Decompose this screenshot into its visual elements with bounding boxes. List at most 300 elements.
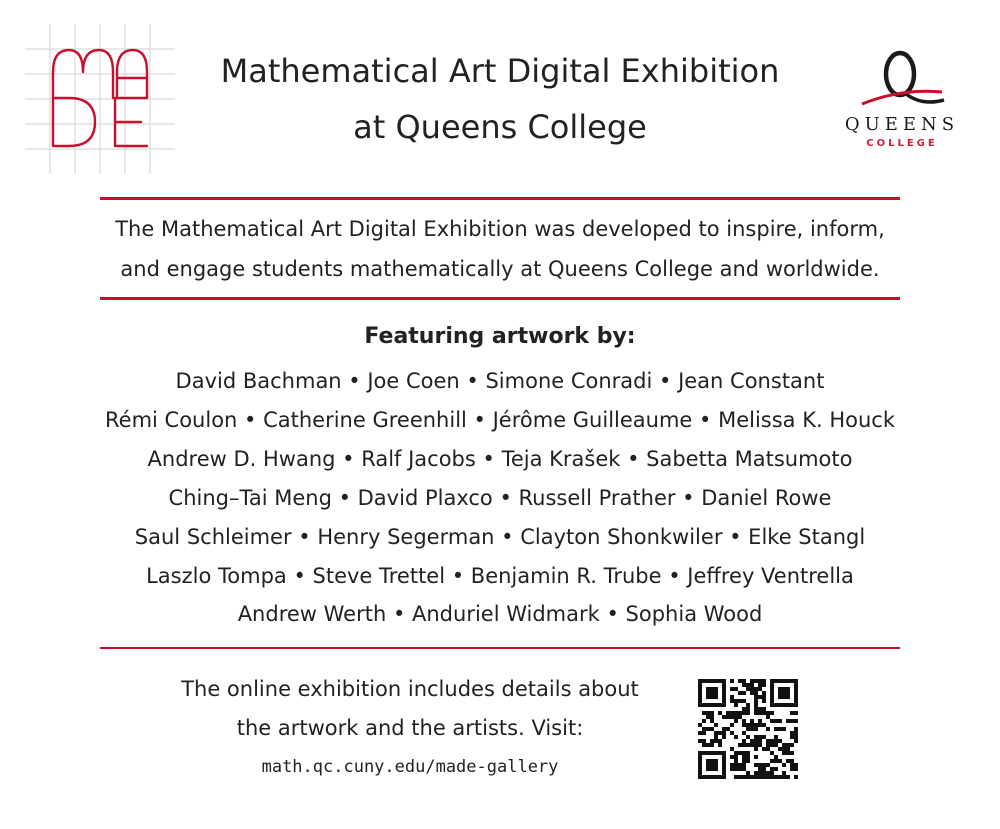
qr-module — [742, 711, 746, 715]
qr-module — [722, 771, 726, 775]
made-logo — [25, 24, 175, 174]
qr-module — [766, 711, 770, 715]
qr-module — [742, 763, 746, 767]
qr-module — [794, 735, 798, 739]
qr-module — [730, 747, 734, 751]
qr-module — [782, 747, 786, 751]
qr-module — [762, 735, 766, 739]
qr-module — [782, 763, 786, 767]
qr-module — [734, 715, 738, 719]
qr-module — [762, 683, 766, 687]
qr-module — [742, 707, 746, 711]
qr-module — [722, 755, 726, 759]
qr-module — [714, 739, 718, 743]
qr-module — [698, 763, 702, 767]
qr-module — [706, 687, 710, 691]
qr-module — [742, 723, 746, 727]
qr-module — [698, 683, 702, 687]
qr-module — [758, 763, 762, 767]
qr-module — [790, 735, 794, 739]
qr-module — [734, 703, 738, 707]
qr-module — [778, 727, 782, 731]
qr-module — [770, 683, 774, 687]
qr-module — [738, 699, 742, 703]
qr-module — [754, 707, 758, 711]
qr-module — [714, 775, 718, 779]
qr-module — [706, 743, 710, 747]
qr-module — [754, 735, 758, 739]
qr-module — [718, 775, 722, 779]
qr-module — [762, 679, 766, 683]
qr-module — [742, 767, 746, 771]
qr-module — [718, 679, 722, 683]
qr-module — [714, 691, 718, 695]
qr-module — [722, 695, 726, 699]
qr-module — [722, 775, 726, 779]
qr-module — [710, 679, 714, 683]
qr-module — [782, 727, 786, 731]
qr-module — [746, 759, 750, 763]
qr-module — [710, 703, 714, 707]
qr-module — [790, 763, 794, 767]
qr-module — [750, 775, 754, 779]
qr-module — [714, 695, 718, 699]
qr-module — [742, 691, 746, 695]
qr-module — [790, 743, 794, 747]
qr-module — [794, 775, 798, 779]
qr-module — [710, 691, 714, 695]
qr-module — [746, 775, 750, 779]
qr-module — [782, 703, 786, 707]
qr-module — [738, 751, 742, 755]
divider-bottom — [100, 647, 900, 649]
qr-module — [782, 775, 786, 779]
qr-module — [698, 679, 702, 683]
qr-module — [778, 747, 782, 751]
artist-list-line: Saul Schleimer • Henry Segerman • Clayton Shonkwiler • Elke Stangl — [134, 525, 866, 549]
qr-module — [706, 763, 710, 767]
qr-module — [710, 715, 714, 719]
qr-module — [746, 751, 750, 755]
qr-module — [766, 747, 770, 751]
qr-module — [734, 767, 738, 771]
qr-module — [714, 679, 718, 683]
qr-module — [706, 751, 710, 755]
qr-module — [770, 775, 774, 779]
qr-module — [746, 743, 750, 747]
qr-module — [722, 679, 726, 683]
qr-module — [770, 687, 774, 691]
qr-module — [730, 723, 734, 727]
qr-module — [762, 771, 766, 775]
qr-module — [738, 763, 742, 767]
qr-module — [762, 695, 766, 699]
qr-module — [746, 755, 750, 759]
qr-module — [722, 767, 726, 771]
qr-module — [730, 687, 734, 691]
qr-module — [734, 763, 738, 767]
qr-module — [754, 703, 758, 707]
featuring-heading: Featuring artwork by: — [364, 324, 636, 349]
qr-module — [710, 711, 714, 715]
qr-module — [706, 715, 710, 719]
qr-module — [734, 699, 738, 703]
qr-module — [754, 687, 758, 691]
qr-module — [734, 735, 738, 739]
qr-module — [762, 747, 766, 751]
qr-module — [790, 731, 794, 735]
qr-module — [782, 743, 786, 747]
qr-module — [702, 703, 706, 707]
divider-top — [100, 197, 900, 200]
qr-module — [778, 679, 782, 683]
qr-module — [774, 775, 778, 779]
intro-text-line1: The Mathematical Art Digital Exhibition was developed to inspire, inform, — [115, 217, 885, 241]
qr-module — [714, 751, 718, 755]
qr-module — [750, 679, 754, 683]
qr-module — [754, 755, 758, 759]
qr-module — [722, 699, 726, 703]
qr-module — [758, 679, 762, 683]
qr-module — [758, 767, 762, 771]
qr-module — [778, 775, 782, 779]
qr-module — [762, 767, 766, 771]
qr-module — [746, 687, 750, 691]
qr-module — [698, 703, 702, 707]
qr-module — [758, 775, 762, 779]
qr-module — [702, 719, 706, 723]
qr-module — [702, 739, 706, 743]
qr-module — [754, 775, 758, 779]
qr-module — [754, 771, 758, 775]
qr-module — [706, 767, 710, 771]
qr-module — [774, 755, 778, 759]
qr-module — [742, 719, 746, 723]
qr-module — [698, 775, 702, 779]
qr-module — [754, 695, 758, 699]
qr-module — [702, 711, 706, 715]
qr-module — [774, 743, 778, 747]
qr-module — [762, 691, 766, 695]
qr-module — [786, 719, 790, 723]
qr-module — [730, 731, 734, 735]
qr-module — [710, 763, 714, 767]
qr-module — [762, 707, 766, 711]
queens-q-mark-icon — [832, 48, 972, 118]
qr-module — [786, 751, 790, 755]
qr-module — [706, 775, 710, 779]
qr-module — [770, 691, 774, 695]
qr-module — [782, 751, 786, 755]
queens-college-logo — [832, 48, 972, 158]
qr-module — [766, 771, 770, 775]
qr-module — [754, 723, 758, 727]
artist-list-line: Rémi Coulon • Catherine Greenhill • Jérôme Guilleaume • Melissa K. Houck — [105, 408, 895, 432]
queens-college-name: QUEENS — [844, 114, 960, 135]
qr-module — [742, 683, 746, 687]
qr-module — [778, 703, 782, 707]
qr-module — [758, 771, 762, 775]
page-title-line1: Mathematical Art Digital Exhibition — [220, 52, 780, 90]
qr-module — [762, 763, 766, 767]
qr-module — [698, 739, 702, 743]
qr-module — [706, 695, 710, 699]
qr-module — [730, 679, 734, 683]
qr-module — [698, 751, 702, 755]
qr-module — [714, 763, 718, 767]
qr-module — [794, 691, 798, 695]
qr-module — [786, 691, 790, 695]
qr-module — [758, 683, 762, 687]
qr-module — [786, 747, 790, 751]
qr-module — [714, 731, 718, 735]
qr-module — [718, 751, 722, 755]
qr-module — [750, 719, 754, 723]
qr-module — [770, 743, 774, 747]
qr-module — [718, 739, 722, 743]
qr-module — [794, 711, 798, 715]
qr-module — [786, 679, 790, 683]
qr-module — [790, 719, 794, 723]
qr-module — [718, 743, 722, 747]
qr-module — [746, 711, 750, 715]
qr-module — [746, 735, 750, 739]
qr-module — [750, 723, 754, 727]
qr-module — [710, 727, 714, 731]
qr-module — [706, 703, 710, 707]
qr-module — [750, 687, 754, 691]
qr-module — [714, 687, 718, 691]
qr-module — [778, 687, 782, 691]
qr-module — [790, 679, 794, 683]
qr-module — [734, 751, 738, 755]
qr-module — [710, 687, 714, 691]
qr-module — [710, 719, 714, 723]
qr-module — [782, 679, 786, 683]
qr-module — [786, 687, 790, 691]
qr-module — [738, 691, 742, 695]
qr-module — [794, 699, 798, 703]
qr-module — [722, 687, 726, 691]
qr-module — [770, 739, 774, 743]
qr-module — [750, 683, 754, 687]
qr-module — [730, 715, 734, 719]
qr-module — [730, 767, 734, 771]
qr-module — [770, 695, 774, 699]
artist-list-line: Andrew Werth • Anduriel Widmark • Sophia Wood — [237, 602, 763, 626]
qr-module — [714, 723, 718, 727]
qr-module — [742, 739, 746, 743]
qr-module — [742, 775, 746, 779]
qr-module — [786, 775, 790, 779]
qr-module — [742, 743, 746, 747]
qr-module — [774, 679, 778, 683]
qr-module — [794, 687, 798, 691]
qr-module — [770, 759, 774, 763]
qr-module — [714, 759, 718, 763]
qr-module — [770, 699, 774, 703]
qr-module — [770, 767, 774, 771]
qr-module — [726, 711, 730, 715]
qr-module — [706, 759, 710, 763]
qr-module — [738, 743, 742, 747]
qr-module — [734, 759, 738, 763]
qr-module — [702, 743, 706, 747]
qr-module — [742, 755, 746, 759]
qr-module — [742, 699, 746, 703]
qr-module — [790, 703, 794, 707]
qr-module — [758, 723, 762, 727]
qr-module — [778, 759, 782, 763]
qr-module — [754, 691, 758, 695]
qr-module — [702, 775, 706, 779]
qr-module — [766, 715, 770, 719]
qr-module — [794, 727, 798, 731]
qr-module — [722, 703, 726, 707]
qr-module — [758, 735, 762, 739]
qr-module — [722, 735, 726, 739]
qr-module — [714, 703, 718, 707]
qr-module — [746, 771, 750, 775]
qr-module — [730, 755, 734, 759]
qr-module — [742, 759, 746, 763]
qr-module — [754, 747, 758, 751]
qr-module — [758, 687, 762, 691]
qr-module — [702, 751, 706, 755]
qr-module — [766, 763, 770, 767]
qr-module — [770, 719, 774, 723]
qr-module — [790, 751, 794, 755]
qr-module — [734, 755, 738, 759]
qr-module — [794, 739, 798, 743]
qr-module — [738, 679, 742, 683]
artist-list-line: David Bachman • Joe Coen • Simone Conradi • Jean Constant — [175, 369, 825, 393]
qr-module — [718, 703, 722, 707]
qr-module — [706, 711, 710, 715]
qr-module — [738, 767, 742, 771]
qr-module — [762, 723, 766, 727]
qr-module — [710, 739, 714, 743]
intro-text-line2: and engage students mathematically at Queens College and worldwide. — [120, 257, 880, 281]
qr-module — [786, 695, 790, 699]
qr-module — [746, 727, 750, 731]
qr-module — [766, 743, 770, 747]
qr-module — [794, 767, 798, 771]
qr-module — [770, 703, 774, 707]
qr-module — [746, 683, 750, 687]
qr-module — [750, 743, 754, 747]
qr-module — [766, 727, 770, 731]
qr-module — [738, 711, 742, 715]
qr-module — [774, 727, 778, 731]
qr-module — [698, 759, 702, 763]
qr-module — [718, 731, 722, 735]
qr-module — [738, 775, 742, 779]
qr-module — [714, 735, 718, 739]
qr-module — [778, 739, 782, 743]
qr-module — [754, 763, 758, 767]
qr-module — [742, 751, 746, 755]
qr-module — [722, 751, 726, 755]
qr-module — [758, 743, 762, 747]
qr-module — [770, 751, 774, 755]
qr-module — [770, 711, 774, 715]
page-title-line2: at Queens College — [353, 108, 647, 146]
queens-college-subtitle: COLLEGE — [866, 138, 938, 149]
qr-module — [706, 691, 710, 695]
gallery-url-link[interactable]: math.qc.cuny.edu/made-gallery — [261, 757, 559, 777]
qr-module — [722, 731, 726, 735]
qr-module — [698, 691, 702, 695]
qr-module — [698, 755, 702, 759]
qr-module — [794, 719, 798, 723]
qr-module — [766, 739, 770, 743]
qr-module — [786, 759, 790, 763]
qr-module — [794, 763, 798, 767]
artist-list-line: Ching–Tai Meng • David Plaxco • Russell Prather • Daniel Rowe — [168, 486, 832, 510]
qr-module — [778, 695, 782, 699]
qr-module — [710, 759, 714, 763]
qr-module — [698, 723, 702, 727]
qr-module — [706, 679, 710, 683]
qr-module — [774, 703, 778, 707]
qr-module — [726, 727, 730, 731]
qr-module — [786, 743, 790, 747]
qr-module — [774, 767, 778, 771]
visit-text-line2: the artwork and the artists. Visit: — [236, 716, 584, 740]
qr-module — [750, 739, 754, 743]
qr-code-icon[interactable] — [698, 679, 798, 779]
qr-module — [778, 719, 782, 723]
qr-module — [758, 711, 762, 715]
qr-module — [794, 683, 798, 687]
qr-module — [766, 775, 770, 779]
qr-module — [782, 771, 786, 775]
qr-module — [794, 695, 798, 699]
qr-module — [710, 767, 714, 771]
qr-module — [782, 691, 786, 695]
qr-module — [754, 679, 758, 683]
qr-module — [718, 711, 722, 715]
qr-module — [710, 695, 714, 699]
qr-module — [794, 731, 798, 735]
qr-module — [722, 691, 726, 695]
qr-module — [790, 759, 794, 763]
qr-module — [794, 703, 798, 707]
qr-module — [774, 739, 778, 743]
qr-module — [746, 723, 750, 727]
qr-module — [774, 735, 778, 739]
qr-module — [698, 731, 702, 735]
qr-module — [754, 743, 758, 747]
qr-module — [734, 719, 738, 723]
qr-module — [706, 727, 710, 731]
qr-module — [758, 707, 762, 711]
artist-list-line: Laszlo Tompa • Steve Trettel • Benjamin R. Trube • Jeffrey Ventrella — [146, 564, 854, 588]
qr-module — [758, 695, 762, 699]
qr-module — [742, 679, 746, 683]
qr-module — [734, 687, 738, 691]
qr-module — [702, 679, 706, 683]
qr-module — [726, 715, 730, 719]
qr-module — [698, 771, 702, 775]
qr-module — [698, 687, 702, 691]
qr-module — [758, 719, 762, 723]
qr-module — [722, 763, 726, 767]
qr-module — [774, 759, 778, 763]
qr-module — [698, 695, 702, 699]
qr-module — [698, 699, 702, 703]
